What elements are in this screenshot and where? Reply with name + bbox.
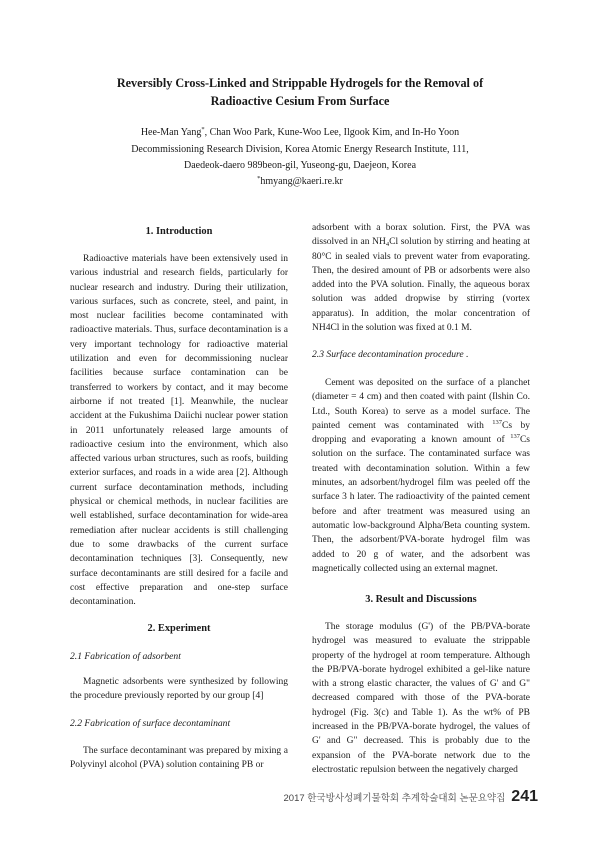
subsection-2-3-heading: 2.3 Surface decontamination procedure . (312, 349, 469, 360)
subsection-2-1-heading: 2.1 Fabrication of adsorbent (70, 651, 181, 662)
introduction-heading: 1. Introduction (145, 226, 213, 237)
proceedings-title: 2017 한국방사성폐기물학회 추계학술대회 논문요약집 (283, 793, 506, 804)
page-number: 241 (511, 788, 538, 805)
subsection-2-2-continued: adsorbent with a borax solution. First, the PVA was dissolved in an $NH_4Cl$ solution by stirring and heating at 80°C in sealed vials to prevent water from evaporating. Then, the desired amount of PB or adsorbents were also added into the PVA solution. Finally, the aqueous borax solution was added dropwise by stirring (vortex apparatus). In addition, the molar concentration of NH4Cl in the solution was fixed at 0.1 M. (312, 223, 530, 334)
corresponding-mark: * (201, 126, 205, 133)
introduction-paragraph: Radioactive materials have been extensively used in various industrial and research fields, particularly for nuclear research and industry. During their utilization, various surfaces, such as concrete, steel, and paint, in most nuclear facilities become contaminated with radioactive materials. Thus, surface decontamination is a very important technology for radioactive material utilization and even for decommissioning nuclear facilities because surface contamination can be transferred to workers by contact, and it may become airborne if not treated [1]. Meanwhile, the nuclear accident at the Fukushima Daiichi nuclear power station in 2011 unfortunately released large amounts of radioactive cesium into the environment, which also affected various urban structures, such as roofs, building exterior surfaces, and roads in a wide area [2]. Although current surface decontamination methods, including physical or chemical methods, in nuclear facilities are well established, surface decontamination for wide-area remediation after nuclear accidents is still challenging due to some drawbacks of the current surface decontamination techniques [3]. Consequently, new surface decontaminants are still desired for a facile and cost effective preparation and one-step surface decontamination. (70, 254, 288, 608)
results-paragraph: The storage modulus (G') of the PB/PVA-borate hydrogel was measured to evaluate the strippable property of the hydrogel at room temperature. Although the PB/PVA-borate hydrogel exhibited a gel-like nature with a strong elastic character, the values of G' and G" decreased compared with those of the PVA-borate hydrogel (Fig. 3(c) and Table 1). As the wt% of PB increased in the PB/PVA-borate hydrogel, the values of G' and G" decreased. This is probably due to the expansion of the PVA-borate network due to the electrostatic repulsion between the negatively charged (312, 622, 530, 775)
subsection-2-2-heading: 2.2 Fabrication of surface decontaminant (70, 718, 231, 729)
subsection-2-2-paragraph: The surface decontaminant was prepared by mixing a Polyvinyl alcohol (PVA) solution containing PB or (70, 746, 288, 771)
author-line (60, 126, 540, 140)
affiliation-line-2: Daedeok-daero 989beon-gil, Yuseong-gu, Daejeon, Korea (183, 160, 417, 171)
results-heading: 3. Result and Discussions (365, 594, 477, 605)
email: hmyang@kaeri.re.kr (260, 176, 343, 187)
subsection-2-1-paragraph: Magnetic adsorbents were synthesized by following the procedure previously reported by our group [4] (70, 677, 288, 702)
co-authors: , Chan Woo Park, Kune-Woo Lee, Ilgook Kim, and In-Ho Yoon (204, 127, 460, 138)
first-author: Hee-Man Yang (140, 127, 202, 138)
paper-title-line-2: Radioactive Cesium From Surface (210, 94, 390, 108)
affiliation-line-1: Decommissioning Research Division, Korea Atomic Energy Research Institute, 111, (131, 144, 469, 155)
paper-title-line-1: Reversibly Cross-Linked and Strippable Hydrogels for the Removal of (116, 76, 484, 90)
email-line (60, 175, 540, 189)
experiment-heading: 2. Experiment (147, 623, 211, 634)
email-mark: * (257, 175, 261, 182)
page-footer (284, 788, 538, 810)
subsection-2-3-paragraph: Cement was deposited on the surface of a planchet (diameter = 4 cm) and then coated with paint (Ilshin Co. Ltd., South Korea) to serve as a model surface. The painted cement was contaminated with $^{137}$Cs by dropping and evaporating a known amount of $^{137}$Cs solution on the surface. The contaminated surface was treated with decontamination solution. Within a few minutes, an adsorbent/hydrogel film was peeled off the surface 3 h later. The radioactivity of the painted cement before and after treatment was measured using an automatic low-background Alpha/Beta counting system. Then, the adsorbent/PVA-borate hydrogel film was added to 20 g of water, and the adsorbent was magnetically collected using an external magnet. (312, 378, 530, 574)
